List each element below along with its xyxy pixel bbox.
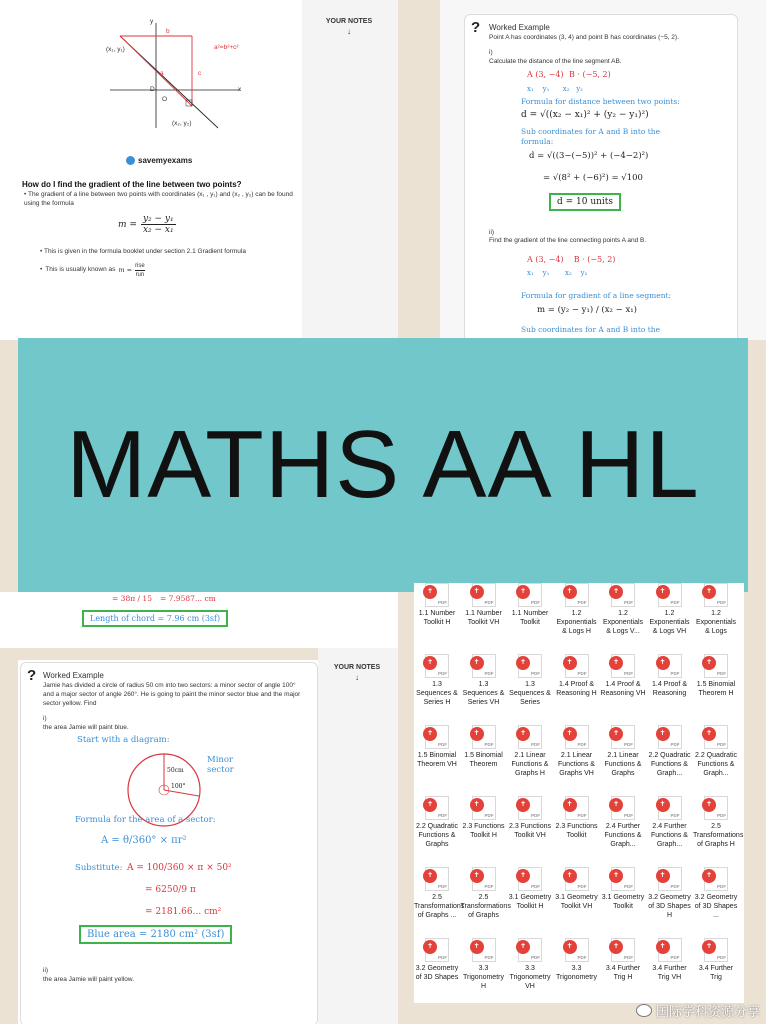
pdf-file-icon bbox=[611, 796, 635, 820]
arrow-down-icon-2: ↓ bbox=[355, 673, 359, 682]
logo-text: savemyexams bbox=[138, 156, 193, 165]
pdf-tag: PDF bbox=[624, 671, 633, 676]
acrobat-badge-icon: ✝ bbox=[656, 727, 670, 741]
pdf-file-item[interactable] bbox=[554, 867, 600, 911]
pdf-tag: PDF bbox=[531, 955, 540, 960]
acrobat-badge-icon: ✝ bbox=[423, 656, 437, 670]
pdf-tag: PDF bbox=[438, 600, 447, 605]
pdf-file-icon bbox=[425, 725, 449, 749]
pdf-file-icon bbox=[518, 938, 542, 962]
pdf-tag: PDF bbox=[438, 955, 447, 960]
part-i-label-2: i) bbox=[43, 715, 47, 722]
acrobat-badge-icon: ✝ bbox=[516, 656, 530, 670]
pdf-tag: PDF bbox=[717, 600, 726, 605]
pdf-file-name: 3.2 Geometry of 3D Shapes ... bbox=[694, 894, 738, 920]
pdf-file-name: 1.3 Sequences & Series VH bbox=[462, 681, 505, 707]
pdf-file-name: 3.4 Further Trig VH bbox=[652, 965, 687, 982]
acrobat-badge-icon: ✝ bbox=[702, 869, 716, 883]
sub-coordinates-label: Sub coordinates for A and B into the bbox=[521, 127, 661, 136]
acrobat-badge-icon: ✝ bbox=[470, 798, 484, 812]
pdf-tag: PDF bbox=[717, 884, 726, 889]
chord-answer-box: Length of chord = 7.96 cm (3sf) bbox=[82, 610, 228, 627]
pdf-file-item[interactable] bbox=[461, 938, 507, 991]
pdf-file-icon bbox=[518, 583, 542, 607]
question-icon-2: ? bbox=[27, 667, 37, 684]
acrobat-badge-icon: ✝ bbox=[656, 798, 670, 812]
sub-coordinates-label-2: formula: bbox=[521, 137, 554, 146]
worked-example-title-2: Worked Example bbox=[43, 671, 104, 680]
pdf-file-name: 2.2 Quadratic Functions & Graphs bbox=[415, 823, 459, 849]
pdf-tag: PDF bbox=[717, 671, 726, 676]
acrobat-badge-icon: ✝ bbox=[563, 585, 577, 599]
graph-y-label: y bbox=[150, 18, 154, 25]
coords-labels: x₁ y₁ x₂ y₂ bbox=[527, 85, 583, 93]
pdf-file-name: 2.1 Linear Functions & Graphs H bbox=[511, 752, 549, 778]
pdf-tag: PDF bbox=[484, 884, 494, 889]
pdf-tag: PDF bbox=[624, 742, 633, 747]
pdf-tag: PDF bbox=[531, 671, 540, 676]
pdf-file-name: 2.1 Linear Functions & Graphs bbox=[604, 752, 642, 778]
pdf-file-name: 1.4 Proof & Reasoning VH bbox=[600, 681, 646, 698]
acrobat-badge-icon: ✝ bbox=[563, 727, 577, 741]
arrow-down-icon: ↓ bbox=[347, 27, 351, 36]
pdf-file-icon bbox=[611, 725, 635, 749]
pdf-file-item[interactable] bbox=[554, 796, 600, 840]
acrobat-badge-icon: ✝ bbox=[516, 585, 530, 599]
pdf-file-item[interactable] bbox=[647, 654, 693, 698]
pdf-file-name: 1.4 Proof & Reasoning bbox=[651, 681, 688, 698]
pdf-file-item[interactable] bbox=[647, 725, 693, 778]
pdf-file-icon bbox=[565, 867, 589, 891]
pdf-tag: PDF bbox=[717, 955, 726, 960]
pdf-file-name: 2.2 Quadratic Functions & Graph... bbox=[694, 752, 738, 778]
acrobat-badge-icon: ✝ bbox=[470, 869, 484, 883]
pdf-file-name: 3.2 Geometry of 3D Shapes H bbox=[648, 894, 691, 920]
graph-c-label: c bbox=[198, 70, 202, 77]
part-i-question-2: the area Jamie will paint blue. bbox=[43, 724, 129, 731]
pdf-file-name: 3.4 Further Trig bbox=[698, 965, 734, 982]
pdf-file-icon bbox=[611, 654, 635, 678]
pdf-file-item[interactable] bbox=[461, 583, 507, 627]
pdf-tag: PDF bbox=[438, 884, 447, 889]
acrobat-badge-icon: ✝ bbox=[470, 727, 484, 741]
pdf-file-icon bbox=[611, 938, 635, 962]
acrobat-badge-icon: ✝ bbox=[609, 869, 623, 883]
pdf-file-item[interactable] bbox=[693, 938, 739, 982]
pdf-file-item[interactable] bbox=[647, 938, 693, 982]
acrobat-badge-icon: ✝ bbox=[609, 585, 623, 599]
pdf-file-icon bbox=[565, 583, 589, 607]
pdf-tag: PDF bbox=[670, 742, 680, 747]
pdf-file-name: 2.5 Transformations of Graphs ... bbox=[414, 894, 465, 920]
pdf-tag: PDF bbox=[670, 955, 680, 960]
distance-formula-label: Formula for distance between two points: bbox=[521, 97, 680, 106]
pdf-tag: PDF bbox=[484, 813, 494, 818]
pdf-file-item[interactable] bbox=[507, 867, 553, 911]
pdf-file-icon bbox=[704, 583, 728, 607]
pdf-file-item[interactable] bbox=[693, 725, 739, 778]
pdf-file-name: 2.2 Quadratic Functions & Graph... bbox=[648, 752, 691, 778]
sector-step-3: = 2181.66... cm² bbox=[145, 907, 222, 917]
pdf-tag: PDF bbox=[577, 600, 587, 605]
pdf-file-item[interactable] bbox=[460, 867, 511, 920]
acrobat-badge-icon: ✝ bbox=[423, 940, 437, 954]
sector-intro: Jamie has divided a circle of radius 50 cm into two sectors: a minor sector of angle 100° and a major sector of angle 260°. He is going to paint the minor sector blue and the major sector yellow. Find bbox=[43, 682, 301, 707]
pdf-file-icon bbox=[704, 938, 728, 962]
acrobat-badge-icon: ✝ bbox=[423, 869, 437, 883]
chord-fraction: = 38π / 15 bbox=[112, 594, 152, 603]
pdf-tag: PDF bbox=[624, 813, 633, 818]
pdf-file-item[interactable] bbox=[554, 725, 600, 778]
pdf-file-name: 3.1 Geometry Toolkit H bbox=[508, 894, 552, 911]
acrobat-badge-icon: ✝ bbox=[656, 940, 670, 954]
pdf-file-item[interactable] bbox=[414, 938, 460, 982]
pdf-file-icon bbox=[472, 583, 496, 607]
gradient-formula-label: Formula for gradient of a line segment: bbox=[521, 291, 672, 300]
formula-booklet-note: • This is given in the formula booklet under section 2.1 Gradient formula bbox=[40, 248, 246, 255]
pdf-file-item[interactable] bbox=[414, 867, 465, 920]
part-ii-question-2: the area Jamie will paint yellow. bbox=[43, 976, 135, 983]
gradient-heading: How do I find the gradient of the line between two points? bbox=[22, 180, 242, 189]
substitute-label: Substitute: bbox=[75, 863, 123, 873]
pdf-file-item[interactable] bbox=[600, 583, 646, 636]
pdf-file-item[interactable] bbox=[507, 796, 553, 840]
pdf-file-icon bbox=[611, 583, 635, 607]
graph-x-label: x bbox=[238, 86, 242, 93]
pdf-file-name: 1.2 Exponentials & Logs V... bbox=[602, 610, 644, 636]
pdf-tag: PDF bbox=[484, 671, 494, 676]
pdf-tag: PDF bbox=[438, 671, 447, 676]
coords-b: B · (−5, 2) bbox=[569, 70, 611, 79]
pdf-file-icon bbox=[704, 796, 728, 820]
acrobat-badge-icon: ✝ bbox=[563, 940, 577, 954]
notes-column-top-left bbox=[302, 0, 398, 340]
pdf-file-item[interactable] bbox=[554, 654, 600, 698]
graph-point1-label: (x₁, y₁) bbox=[106, 46, 125, 53]
notes-column-bottom-left bbox=[318, 648, 398, 1024]
pdf-file-item[interactable] bbox=[600, 867, 646, 911]
pdf-file-name: 1.3 Sequences & Series H bbox=[416, 681, 458, 707]
pdf-file-item[interactable] bbox=[414, 725, 460, 769]
pdf-file-icon bbox=[518, 654, 542, 678]
acrobat-badge-icon: ✝ bbox=[470, 585, 484, 599]
pdf-tag: PDF bbox=[531, 600, 540, 605]
angle-label: 100° bbox=[171, 783, 186, 790]
pdf-tag: PDF bbox=[531, 813, 540, 818]
pdf-file-name: 1.2 Exponentials & Logs VH bbox=[649, 610, 690, 636]
pdf-file-icon bbox=[704, 867, 728, 891]
page-middle-left bbox=[0, 592, 398, 648]
coordinate-graph bbox=[100, 18, 250, 133]
pdf-tag: PDF bbox=[624, 884, 633, 889]
rise-over-run-note: • This is usually known as m = rise run bbox=[40, 263, 145, 279]
your-notes-label: YOUR NOTES bbox=[325, 18, 373, 25]
pdf-tag: PDF bbox=[577, 884, 587, 889]
start-diagram-label: Start with a diagram: bbox=[77, 735, 170, 745]
pdf-file-icon bbox=[425, 938, 449, 962]
pdf-file-name: 2.3 Functions Toolkit bbox=[555, 823, 598, 840]
pdf-file-name: 3.3 Trigonometry VH bbox=[509, 965, 551, 991]
worked-example-card-2 bbox=[20, 662, 318, 1024]
pdf-file-item[interactable] bbox=[693, 654, 739, 698]
pdf-file-name: 1.2 Exponentials & Logs H bbox=[556, 610, 597, 636]
wechat-icon bbox=[636, 1004, 652, 1017]
acrobat-badge-icon: ✝ bbox=[609, 940, 623, 954]
pdf-tag: PDF bbox=[438, 742, 447, 747]
acrobat-badge-icon: ✝ bbox=[563, 798, 577, 812]
pdf-file-icon bbox=[658, 583, 682, 607]
blue-area-answer-box: Blue area = 2180 cm² (3sf) bbox=[79, 925, 232, 944]
pdf-file-icon bbox=[658, 796, 682, 820]
sector-step-2: = 6250/9 π bbox=[145, 885, 196, 895]
acrobat-badge-icon: ✝ bbox=[516, 940, 530, 954]
pdf-file-item[interactable] bbox=[693, 796, 744, 849]
pdf-file-item[interactable] bbox=[507, 654, 553, 707]
pdf-tag: PDF bbox=[670, 884, 680, 889]
pdf-file-icon bbox=[425, 583, 449, 607]
part-ii-label: ii) bbox=[489, 229, 495, 236]
part-i-question: Calculate the distance of the line segment AB. bbox=[489, 58, 622, 65]
distance-calc-1: d = √((3−(−5))² + (−4−2)²) bbox=[529, 151, 649, 161]
pdf-file-item[interactable] bbox=[554, 938, 600, 982]
pdf-file-name: 1.2 Exponentials & Logs bbox=[695, 610, 737, 636]
pdf-tag: PDF bbox=[577, 955, 587, 960]
pdf-file-name: 3.3 Trigonometry H bbox=[463, 965, 504, 991]
pdf-tag: PDF bbox=[717, 742, 726, 747]
pdf-file-name: 1.1 Number Toolkit H bbox=[418, 610, 456, 627]
pdf-file-icon bbox=[518, 867, 542, 891]
pdf-tag: PDF bbox=[670, 671, 680, 676]
bullet-icon: • bbox=[24, 191, 28, 198]
pdf-file-name: 2.1 Linear Functions & Graphs VH bbox=[558, 752, 595, 778]
pdf-tag: PDF bbox=[717, 813, 726, 818]
pdf-file-name: 1.5 Binomial Theorem H bbox=[696, 681, 736, 698]
pdf-file-name: 2.5 Transformations of Graphs bbox=[460, 894, 511, 920]
title-banner bbox=[18, 338, 748, 592]
pdf-file-item[interactable] bbox=[600, 938, 646, 982]
acrobat-badge-icon: ✝ bbox=[423, 727, 437, 741]
pdf-tag: PDF bbox=[624, 955, 633, 960]
acrobat-badge-icon: ✝ bbox=[702, 656, 716, 670]
coords-2: A (3, −4) B · (−5, 2) bbox=[527, 255, 616, 264]
pdf-file-icon bbox=[518, 796, 542, 820]
part-ii-label-2: ii) bbox=[43, 967, 49, 974]
pythagoras-label: a²=b²+c² bbox=[214, 44, 239, 51]
question-icon: ? bbox=[471, 19, 481, 36]
pdf-file-name: 3.3 Trigonometry bbox=[556, 965, 597, 982]
your-notes-label-2: YOUR NOTES bbox=[333, 664, 381, 671]
minor-sector-label: Minor sector bbox=[207, 755, 234, 775]
pdf-file-item[interactable] bbox=[600, 796, 646, 849]
pdf-file-item[interactable] bbox=[461, 796, 507, 840]
pdf-file-icon bbox=[425, 867, 449, 891]
pdf-file-name: 1.1 Number Toolkit bbox=[511, 610, 549, 627]
pdf-file-name: 1.3 Sequences & Series bbox=[509, 681, 551, 707]
graph-b-label: b bbox=[166, 28, 170, 35]
pdf-file-icon bbox=[425, 796, 449, 820]
pdf-tag: PDF bbox=[577, 671, 587, 676]
acrobat-badge-icon: ✝ bbox=[609, 656, 623, 670]
pdf-file-name: 3.4 Further Trig H bbox=[605, 965, 641, 982]
coords-labels-2: x₁ y₁ x₂ y₂ bbox=[527, 269, 588, 277]
pdf-file-item[interactable] bbox=[647, 867, 693, 920]
distance-formula: d = √((x₂ − x₁)² + (y₂ − y₁)²) bbox=[521, 110, 649, 120]
page-bottom-left bbox=[18, 660, 318, 1024]
worked-example-card bbox=[464, 14, 738, 340]
distance-answer-box: d = 10 units bbox=[549, 193, 621, 211]
graph-origin-label: O bbox=[162, 96, 168, 103]
pdf-file-icon bbox=[425, 654, 449, 678]
pdf-file-grid bbox=[414, 583, 744, 1003]
watermark-text: 国际学科资源分享 bbox=[655, 1004, 760, 1019]
pdf-file-icon bbox=[565, 938, 589, 962]
acrobat-badge-icon: ✝ bbox=[516, 798, 530, 812]
pdf-file-name: 2.3 Functions Toolkit VH bbox=[508, 823, 552, 840]
pdf-file-icon bbox=[704, 654, 728, 678]
sub-coordinates-label-3: Sub coordinates for A and B into the bbox=[521, 325, 661, 334]
radius-label: 50cm bbox=[167, 767, 184, 774]
pdf-file-name: 1.4 Proof & Reasoning H bbox=[556, 681, 597, 698]
pdf-tag: PDF bbox=[438, 813, 447, 818]
acrobat-badge-icon: ✝ bbox=[516, 727, 530, 741]
pdf-file-item[interactable] bbox=[693, 867, 739, 920]
pdf-file-icon bbox=[565, 796, 589, 820]
gradient-formula-handwritten: m = (y₂ − y₁) / (x₂ − x₁) bbox=[537, 305, 637, 315]
pdf-tag: PDF bbox=[484, 955, 494, 960]
pdf-file-name: 2.3 Functions Toolkit H bbox=[462, 823, 505, 840]
pdf-file-name: 1.5 Binomial Theorem bbox=[464, 752, 503, 769]
pdf-file-item[interactable] bbox=[461, 654, 507, 707]
pdf-file-item[interactable] bbox=[461, 725, 507, 769]
pdf-file-icon bbox=[565, 654, 589, 678]
pdf-file-icon bbox=[472, 867, 496, 891]
part-ii-question: Find the gradient of the line connecting points A and B. bbox=[489, 237, 647, 244]
page-top-right bbox=[440, 0, 766, 340]
acrobat-badge-icon: ✝ bbox=[702, 727, 716, 741]
sector-formula-label: Formula for the area of a sector: bbox=[75, 815, 216, 825]
pdf-file-item[interactable] bbox=[507, 583, 553, 627]
pdf-file-item[interactable] bbox=[693, 583, 739, 636]
substitute-expression: A = 100/360 × π × 50² bbox=[127, 863, 232, 873]
watermark bbox=[636, 1001, 760, 1020]
pdf-tag: PDF bbox=[624, 600, 633, 605]
pdf-file-icon bbox=[472, 938, 496, 962]
example-intro: Point A has coordinates (3, 4) and point B has coordinates (−5, 2). bbox=[489, 34, 679, 41]
pdf-file-name: 2.5 Transformations of Graphs H bbox=[693, 823, 744, 849]
gradient-bullet-text: • The gradient of a line between two points with coordinates (x₁ , y₁) and (x₂ , y₂) can be found using the formula bbox=[24, 191, 293, 207]
pdf-file-item[interactable] bbox=[414, 796, 460, 849]
savemyexams-logo bbox=[126, 156, 192, 165]
acrobat-badge-icon: ✝ bbox=[609, 798, 623, 812]
pdf-file-icon bbox=[518, 725, 542, 749]
pdf-tag: PDF bbox=[484, 600, 494, 605]
pdf-file-icon bbox=[472, 725, 496, 749]
pdf-tag: PDF bbox=[577, 742, 587, 747]
acrobat-badge-icon: ✝ bbox=[423, 585, 437, 599]
graph-a-label: a bbox=[160, 70, 164, 77]
pdf-file-name: 1.1 Number Toolkit VH bbox=[465, 610, 502, 627]
pdf-tag: PDF bbox=[531, 884, 540, 889]
gradient-formula: m = $\frac{\text{y₂ − y₁}}{\text{x₂ − x₁}}$ bbox=[118, 214, 174, 235]
coords-a: A (3, −4) bbox=[527, 70, 564, 79]
logo-icon bbox=[126, 156, 135, 165]
pdf-tag: PDF bbox=[670, 813, 680, 818]
pdf-file-icon bbox=[658, 938, 682, 962]
pdf-file-icon bbox=[565, 725, 589, 749]
part-i-label: i) bbox=[489, 49, 493, 56]
pdf-tag: PDF bbox=[484, 742, 494, 747]
pdf-file-item[interactable] bbox=[414, 583, 460, 627]
pdf-file-icon bbox=[472, 796, 496, 820]
acrobat-badge-icon: ✝ bbox=[563, 656, 577, 670]
banner-title: MATHS AA HL bbox=[66, 411, 700, 518]
pdf-file-name: 3.1 Geometry Toolkit bbox=[601, 894, 645, 911]
pdf-tag: PDF bbox=[577, 813, 587, 818]
pdf-file-item[interactable] bbox=[647, 796, 693, 849]
pdf-file-icon bbox=[472, 654, 496, 678]
acrobat-badge-icon: ✝ bbox=[702, 940, 716, 954]
pdf-file-item[interactable] bbox=[507, 725, 553, 778]
pdf-file-icon bbox=[658, 654, 682, 678]
acrobat-badge-icon: ✝ bbox=[702, 798, 716, 812]
pdf-file-item[interactable] bbox=[414, 654, 460, 707]
acrobat-badge-icon: ✝ bbox=[470, 940, 484, 954]
chord-approx: = 7.9587... cm bbox=[160, 594, 216, 603]
acrobat-badge-icon: ✝ bbox=[656, 869, 670, 883]
acrobat-badge-icon: ✝ bbox=[423, 798, 437, 812]
acrobat-badge-icon: ✝ bbox=[702, 585, 716, 599]
pdf-file-icon bbox=[658, 867, 682, 891]
pdf-tag: PDF bbox=[531, 742, 540, 747]
graph-point2-label: (x₂, y₂) bbox=[172, 120, 192, 127]
pdf-file-icon bbox=[611, 867, 635, 891]
pdf-file-name: 1.5 Binomial Theorem VH bbox=[417, 752, 457, 769]
pdf-file-name: 3.2 Geometry of 3D Shapes bbox=[415, 965, 459, 982]
pdf-file-icon bbox=[658, 725, 682, 749]
pdf-file-icon bbox=[704, 725, 728, 749]
pdf-file-item[interactable] bbox=[600, 654, 646, 698]
pdf-file-name: 2.4 Further Functions & Graph... bbox=[651, 823, 688, 849]
pdf-file-item[interactable] bbox=[554, 583, 600, 636]
pdf-file-item[interactable] bbox=[600, 725, 646, 778]
pdf-file-item[interactable] bbox=[647, 583, 693, 636]
acrobat-badge-icon: ✝ bbox=[563, 869, 577, 883]
acrobat-badge-icon: ✝ bbox=[609, 727, 623, 741]
pdf-file-item[interactable] bbox=[507, 938, 553, 991]
acrobat-badge-icon: ✝ bbox=[516, 869, 530, 883]
sector-formula: A = θ/360° × πr² bbox=[101, 835, 187, 846]
pdf-tag: PDF bbox=[670, 600, 680, 605]
pdf-file-name: 3.1 Geometry Toolkit VH bbox=[555, 894, 598, 911]
acrobat-badge-icon: ✝ bbox=[656, 656, 670, 670]
pdf-file-name: 2.4 Further Functions & Graph... bbox=[604, 823, 642, 849]
acrobat-badge-icon: ✝ bbox=[656, 585, 670, 599]
distance-calc-2: = √(8² + (−6)²) = √100 bbox=[543, 173, 643, 183]
graph-d-label: D bbox=[150, 86, 155, 93]
acrobat-badge-icon: ✝ bbox=[470, 656, 484, 670]
worked-example-title: Worked Example bbox=[489, 23, 550, 32]
